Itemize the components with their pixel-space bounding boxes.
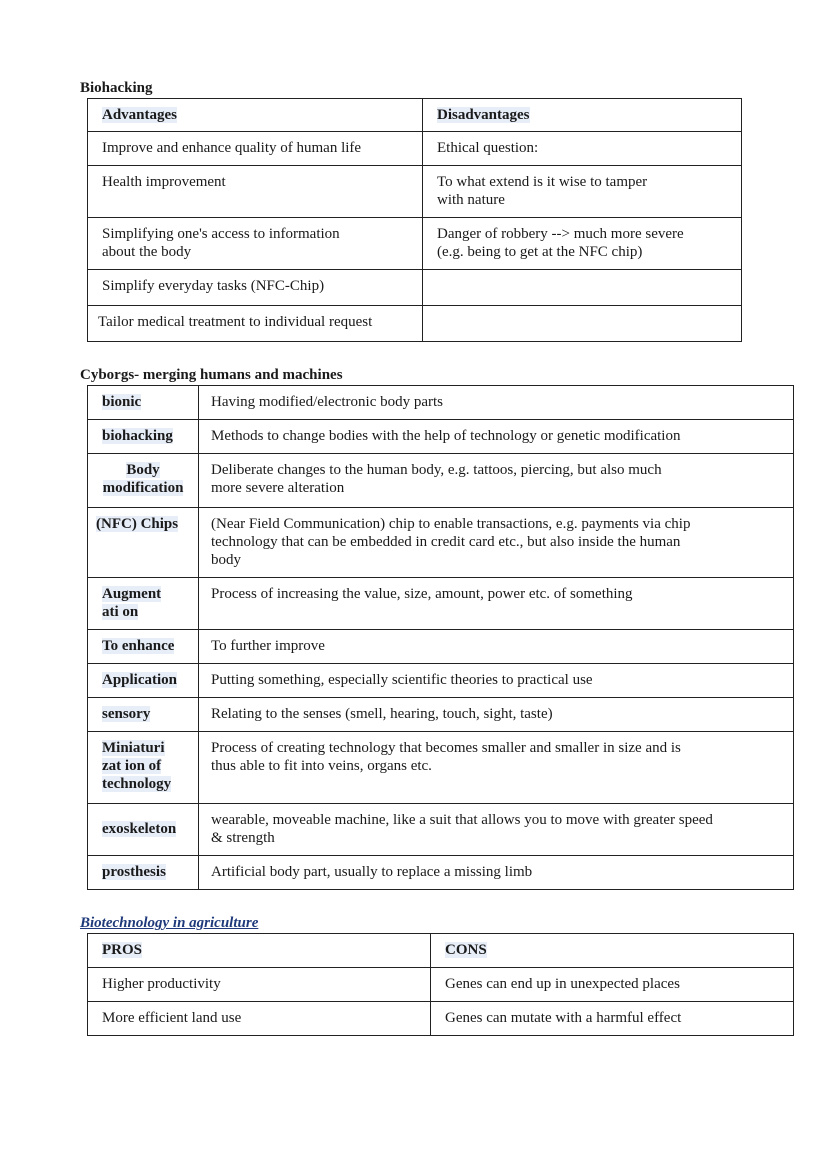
header-pros: PROS <box>88 934 431 968</box>
term-cell: Augment ati on <box>88 578 199 630</box>
definition-cell: Putting something, especially scientific theories to practical use <box>199 664 794 698</box>
table-row <box>88 804 794 856</box>
table-cell: Improve and enhance quality of human life <box>88 132 423 166</box>
table-cell: Genes can end up in unexpected places <box>431 968 794 1002</box>
header-cons: CONS <box>431 934 794 968</box>
table-row <box>88 218 742 270</box>
term-cell: exoskeleton <box>88 804 199 856</box>
definition-cell: Relating to the senses (smell, hearing, touch, sight, taste) <box>199 698 794 732</box>
definition-cell: Having modified/electronic body parts <box>199 386 794 420</box>
table-cell: To what extend is it wise to tamper with nature <box>423 166 742 218</box>
table-cell: Higher productivity <box>88 968 431 1002</box>
table-header-row <box>88 99 742 132</box>
table-row <box>88 508 794 578</box>
term-cell: biohacking <box>88 420 199 454</box>
term-cell: prosthesis <box>88 856 199 890</box>
table-cell <box>423 270 742 306</box>
definition-cell: Artificial body part, usually to replace a missing limb <box>199 856 794 890</box>
cyborgs-table <box>87 385 794 890</box>
table-row <box>88 420 794 454</box>
definition-cell: wearable, moveable machine, like a suit that allows you to move with greater speed & strength <box>199 804 794 856</box>
table-cell: Simplifying one's access to information about the body <box>88 218 423 270</box>
table-row <box>88 386 794 420</box>
header-advantages: Advantages <box>88 99 423 132</box>
term-cell: bionic <box>88 386 199 420</box>
biohacking-title: Biohacking <box>80 80 153 96</box>
table-cell: Health improvement <box>88 166 423 218</box>
definition-cell: (Near Field Communication) chip to enable transactions, e.g. payments via chip technology that can be embedded in credit card etc., but also inside the human body <box>199 508 794 578</box>
table-row <box>88 578 794 630</box>
definition-cell: Process of creating technology that becomes smaller and smaller in size and is thus able to fit into veins, organs etc. <box>199 732 794 804</box>
agriculture-table <box>87 933 794 1036</box>
table-row <box>88 732 794 804</box>
table-row <box>88 270 742 306</box>
biohacking-table <box>87 98 742 342</box>
table-row <box>88 698 794 732</box>
table-row <box>88 306 742 342</box>
term-cell: sensory <box>88 698 199 732</box>
table-cell: Danger of robbery --> much more severe (e.g. being to get at the NFC chip) <box>423 218 742 270</box>
term-cell: To enhance <box>88 630 199 664</box>
table-cell <box>423 306 742 342</box>
table-row <box>88 166 742 218</box>
term-cell: (NFC) Chips <box>88 508 199 578</box>
table-row <box>88 1002 794 1036</box>
term-cell: Miniaturi zat ion of technology <box>88 732 199 804</box>
cyborgs-title: Cyborgs- merging humans and machines <box>80 367 343 383</box>
term-cell: Body modification <box>88 454 199 508</box>
table-cell: More efficient land use <box>88 1002 431 1036</box>
definition-cell: Process of increasing the value, size, amount, power etc. of something <box>199 578 794 630</box>
table-row <box>88 630 794 664</box>
table-row <box>88 968 794 1002</box>
table-row <box>88 856 794 890</box>
term-cell: Application <box>88 664 199 698</box>
agriculture-title[interactable]: Biotechnology in agriculture <box>80 915 259 931</box>
table-cell: Ethical question: <box>423 132 742 166</box>
header-disadvantages: Disadvantages <box>423 99 742 132</box>
table-cell: Tailor medical treatment to individual request <box>88 306 423 342</box>
definition-cell: Deliberate changes to the human body, e.g. tattoos, piercing, but also much more severe alteration <box>199 454 794 508</box>
definition-cell: To further improve <box>199 630 794 664</box>
table-row <box>88 132 742 166</box>
table-cell: Genes can mutate with a harmful effect <box>431 1002 794 1036</box>
table-row <box>88 454 794 508</box>
definition-cell: Methods to change bodies with the help of technology or genetic modification <box>199 420 794 454</box>
table-cell: Simplify everyday tasks (NFC-Chip) <box>88 270 423 306</box>
table-row <box>88 664 794 698</box>
table-header-row <box>88 934 794 968</box>
